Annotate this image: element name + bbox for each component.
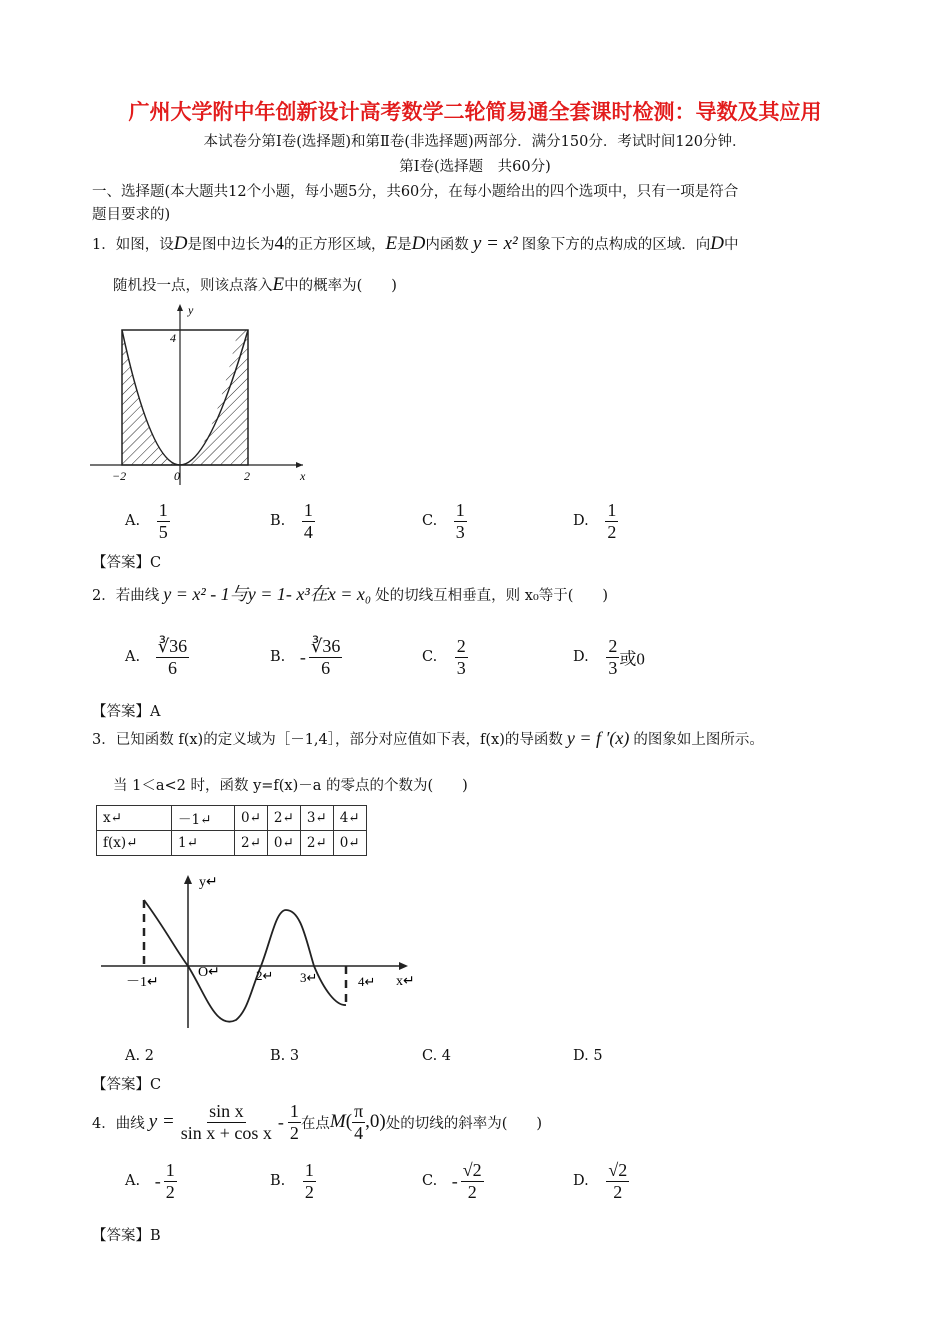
q2-option-a: A. $\frac{∛36}{6}$: [125, 636, 188, 678]
question-3-line1: 3．已知函数 f(x)的定义域为［－1,4］，部分对应值如下表，f(x)的导函数 y = f ′(x) 的图象如上图所示。: [92, 728, 764, 748]
q4-option-b: B. $\frac{1}{2}$: [270, 1160, 314, 1202]
q1-option-c: C. $\frac{1}{3}$: [422, 500, 465, 542]
table-cell: 4↵: [333, 806, 366, 831]
q2-option-c: C. $\frac{2}{3}$: [422, 636, 466, 678]
question-4: 4．曲线 y = $\frac{\text{sin x}}{\text{sin x + cos x}}$ - $\frac{1}{2}$ 在点 M ( $\frac{\pi}{4}$ ,0) 处的切线的斜率为( ): [92, 1100, 543, 1143]
section-heading-line1: 一、选择题(本大题共12个小题，每小题5分，共60分，在每小题给出的四个选项中，只有一项是符合: [92, 184, 739, 200]
q1-option-d: D. $\frac{1}{2}$: [573, 500, 617, 542]
question-1-line2: 随机投一点，则该点落入E中的概率为( ): [113, 274, 397, 295]
table-cell: 2↵: [235, 831, 268, 856]
q3-tick-minus1: －1↵: [126, 975, 159, 990]
q3-tick-2: 2↵: [256, 968, 274, 983]
table-cell: 1↵: [172, 831, 235, 856]
q1-tick-4: 4: [170, 331, 176, 345]
table-cell: －1↵: [172, 806, 235, 831]
table-cell: 2↵: [267, 806, 300, 831]
table-cell: 0↵: [267, 831, 300, 856]
q3-option-b: B. 3: [270, 1048, 300, 1064]
q3-option-c: C. 4: [422, 1048, 452, 1064]
question-3-line2: 当 1＜a<2 时，函数 y=f(x)－a 的零点的个数为( ): [113, 778, 468, 794]
q3-tick-4: 4↵: [358, 974, 376, 989]
q1-tick-0: 0: [174, 469, 180, 483]
q3-value-table: [96, 805, 367, 856]
question-1-line1: 1．如图，设D是图中边长为4的正方形区域，E是D内函数 y = x² 图象下方的点构成的区域．向D中: [92, 233, 739, 254]
q1-tick-minus2: −2: [112, 469, 127, 483]
table-cell: 0↵: [235, 806, 268, 831]
q3-origin-label: O↵: [198, 965, 220, 980]
q3-tick-3: 3↵: [300, 970, 318, 985]
q1-y-axis-label: y: [188, 303, 194, 317]
table-row: [97, 831, 367, 856]
table-cell: 3↵: [300, 806, 333, 831]
table-cell: 2↵: [300, 831, 333, 856]
q4-option-a: A. - $\frac{1}{2}$: [125, 1160, 175, 1202]
q3-answer: 【答案】C: [92, 1077, 162, 1093]
q3-option-a: A. 2: [125, 1048, 154, 1064]
q3-y-axis-label: y↵: [199, 875, 218, 890]
table-cell: f(x)↵: [97, 831, 172, 856]
q4-option-c: C. - $\frac{√2}{2}$: [422, 1160, 482, 1202]
q3-x-axis-label: x↵: [396, 974, 415, 989]
table-row: [97, 806, 367, 831]
q1-answer: 【答案】C: [92, 555, 162, 571]
q4-option-d: D. $\frac{√2}{2}$: [573, 1160, 628, 1202]
question-2: 2．若曲线 y = x² - 1与y = 1- x³在x = x₀ 处的切线互相垂直，则 x₀等于( ): [92, 584, 609, 604]
section-heading-line2: 题目要求的): [92, 207, 171, 223]
q1-option-b: B. $\frac{1}{4}$: [270, 500, 313, 542]
intro-text: 本试卷分第Ⅰ卷(选择题)和第Ⅱ卷(非选择题)两部分．满分150分．考试时间120分钟．: [203, 134, 747, 150]
q3-derivative-graph: [96, 870, 426, 1035]
q1-tick-2: 2: [244, 469, 250, 483]
q1-option-a: A. $\frac{1}{5}$: [125, 500, 168, 542]
table-cell: 0↵: [333, 831, 366, 856]
q1-x-axis-label: x: [300, 469, 306, 483]
table-cell: x↵: [97, 806, 172, 831]
part-heading: 第Ⅰ卷(选择题 共60分): [399, 159, 551, 175]
q2-option-d: D. $\frac{2}{3}$ 或0: [573, 636, 645, 678]
q3-option-d: D. 5: [573, 1048, 603, 1064]
q4-answer: 【答案】B: [92, 1228, 161, 1244]
question-1-graph: [88, 300, 328, 490]
q2-option-b: B. - $\frac{∛36}{6}$: [270, 636, 341, 678]
q2-answer: 【答案】A: [92, 704, 161, 720]
page-title: 广州大学附中年创新设计高考数学二轮简易通全套课时检测：导数及其应用: [128, 99, 822, 124]
